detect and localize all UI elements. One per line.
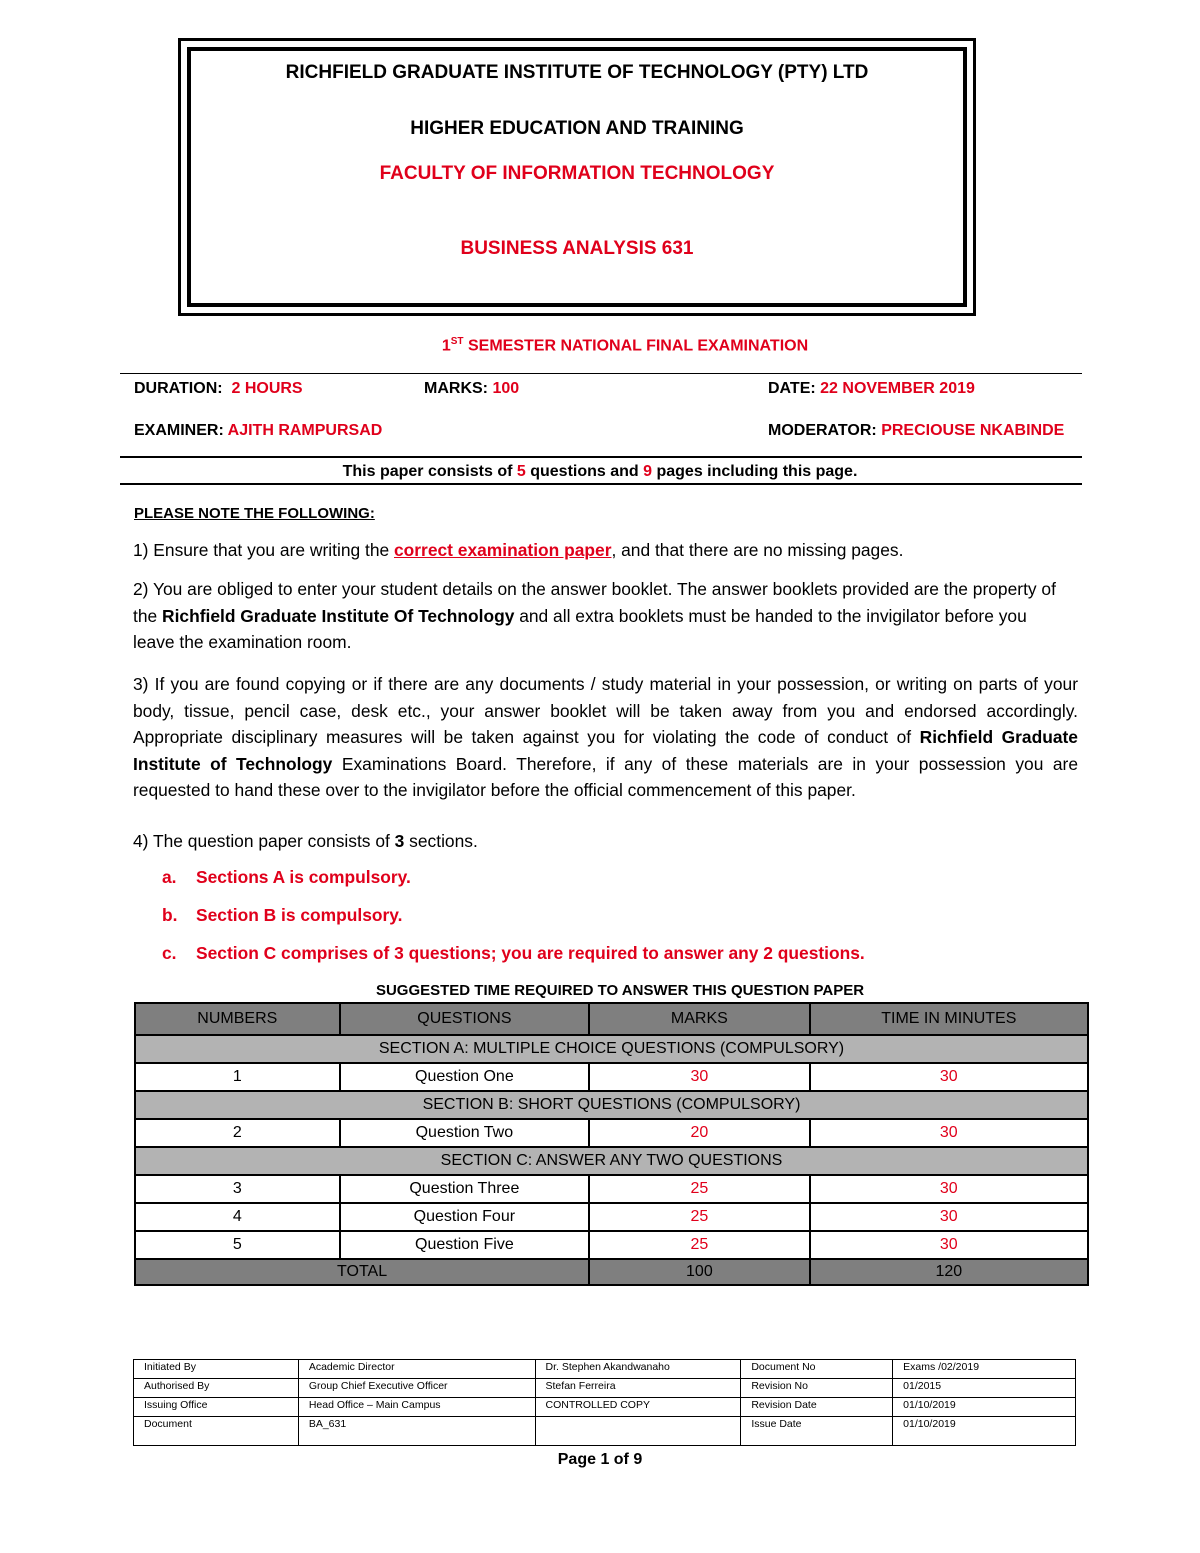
examiner [134,422,382,440]
row-time: 30 [810,1119,1088,1147]
row-time: 30 [810,1203,1088,1231]
questions-count: 5 [516,463,526,480]
header-numbers: NUMBERS [135,1003,340,1035]
footer-cell: Head Office – Main Campus [298,1398,535,1417]
footer-cell: Dr. Stephen Akandwanaho [535,1360,741,1379]
consists-text-a: This paper consists of [342,463,517,480]
row-number: 3 [135,1175,340,1203]
note-4 [133,828,1078,855]
note-2-text-b: and all extra booklets must be handed to the invigilator before you leave the examination room. [133,605,1027,652]
footer-cell: Stefan Ferreira [535,1379,741,1398]
page-number: Page 1 of 9 [557,1451,643,1468]
row-time: 30 [810,1231,1088,1259]
examiner-label: EXAMINER: [134,422,224,439]
time-table-header-row [135,1003,1088,1035]
institution-name: RICHFIELD GRADUATE INSTITUTE OF TECHNOLOGY (PTY) LTD [285,62,869,83]
sub-item-b-letter: b. [162,905,178,925]
footer-cell: Document No [741,1360,893,1379]
row-question: Question Two [340,1119,590,1147]
examiner-value: AJITH RAMPURSAD [227,422,383,439]
header-marks: MARKS [589,1003,809,1035]
sub-item-a-letter: a. [162,867,177,887]
footer-row [134,1379,1076,1398]
date [768,380,975,398]
section-b-row [135,1091,1088,1119]
notes-heading: PLEASE NOTE THE FOLLOWING: [134,505,375,522]
sub-item-a-text: Sections A is compulsory. [196,867,411,887]
total-time: 120 [810,1259,1088,1285]
total-marks: 100 [589,1259,809,1285]
header-time: TIME IN MINUTES [810,1003,1088,1035]
exam-title-prefix: 1 [441,337,451,355]
footer-row [134,1398,1076,1417]
table-row [135,1119,1088,1147]
section-b-label: SECTION B: SHORT QUESTIONS (COMPULSORY) [135,1091,1088,1119]
row-number: 5 [135,1231,340,1259]
note-3-text-a: 3) If you are found copying or if there are any documents / study material in your possession, or writing on parts of your body, tissue, pencil case, desk etc., your answer booklet will be taken away from you and endorsed accordingly. Appropriate disciplinary measures will be taken against you for violating the code of conduct of [133,674,1078,747]
divider-mid [120,456,1082,458]
divider-bottom [120,483,1082,485]
footer-cell: Initiated By [134,1360,299,1379]
pages-count: 9 [643,463,653,480]
duration [134,380,303,398]
note-2 [133,576,1073,656]
row-marks: 20 [589,1119,809,1147]
divider-top [120,373,1082,374]
document-control-table [133,1359,1076,1446]
footer-cell: 01/10/2019 [893,1398,1076,1417]
note-3-institution: Richfield Graduate Institute of Technology [133,727,1078,774]
table-row [135,1175,1088,1203]
footer-row [134,1360,1076,1379]
footer-cell: Issuing Office [134,1398,299,1417]
course-title: BUSINESS ANALYSIS 631 [460,238,694,259]
row-question: Question Three [340,1175,590,1203]
footer-cell: Exams /02/2019 [893,1360,1076,1379]
exam-title-rest: SEMESTER NATIONAL FINAL EXAMINATION [463,337,809,355]
row-question: Question One [340,1063,590,1091]
sub-item-c [162,943,865,964]
section-c-label: SECTION C: ANSWER ANY TWO QUESTIONS [135,1147,1088,1175]
table-row [135,1203,1088,1231]
footer-cell: Revision Date [741,1398,893,1417]
note-2-text-a: 2) You are obliged to enter your student details on the answer booklet. The answer booklets provided are the property of the [133,579,1056,626]
total-label: TOTAL [135,1259,589,1285]
faculty-name: FACULTY OF INFORMATION TECHNOLOGY [379,163,775,184]
duration-value: 2 HOURS [231,380,303,397]
marks-label: MARKS: [424,380,488,397]
sub-item-c-letter: c. [162,943,177,963]
row-question: Question Four [340,1203,590,1231]
correct-paper-emphasis: correct examination paper [394,540,612,560]
duration-label: DURATION: [134,380,223,397]
footer-cell [535,1417,741,1446]
sub-item-a [162,867,411,888]
row-number: 4 [135,1203,340,1231]
moderator [768,422,1064,440]
footer-cell: 01/2015 [893,1379,1076,1398]
row-time: 30 [810,1063,1088,1091]
exam-title-sup: ST [450,336,464,347]
note-1 [133,537,1078,564]
footer-cell: Group Chief Executive Officer [298,1379,535,1398]
consists-text-b: questions and [525,463,644,480]
footer-cell: Authorised By [134,1379,299,1398]
marks [424,380,519,398]
moderator-label: MODERATOR: [768,422,877,439]
time-table [134,1002,1089,1286]
exam-title [0,336,1200,355]
footer-cell: CONTROLLED COPY [535,1398,741,1417]
footer-cell: BA_631 [298,1417,535,1446]
footer-cell: Document [134,1417,299,1446]
marks-value: 100 [492,380,520,397]
date-label: DATE: [768,380,816,397]
footer-cell: Academic Director [298,1360,535,1379]
note-4-sections-count: 3 [394,831,405,851]
date-value: 22 NOVEMBER 2019 [820,380,975,397]
sub-item-c-text: Section C comprises of 3 questions; you are required to answer any 2 questions. [196,943,865,963]
row-time: 30 [810,1175,1088,1203]
moderator-value: PRECIOUSE NKABINDE [881,422,1065,439]
note-4-text-b: sections. [404,831,478,851]
note-4-text-a: 4) The question paper consists of [133,831,395,851]
sub-item-b [162,905,402,926]
header-questions: QUESTIONS [340,1003,590,1035]
row-marks: 25 [589,1175,809,1203]
table-row [135,1231,1088,1259]
footer-cell: 01/10/2019 [893,1417,1076,1446]
paper-consists [0,463,1200,481]
time-table-caption: SUGGESTED TIME REQUIRED TO ANSWER THIS QUESTION PAPER [375,982,865,999]
note-3-text-b: Examinations Board. Therefore, if any of these materials are in your possession you are requested to hand these over to the invigilator before the official commencement of this paper. [133,753,1079,800]
row-number: 2 [135,1119,340,1147]
row-question: Question Five [340,1231,590,1259]
total-row [135,1259,1088,1285]
section-c-row [135,1147,1088,1175]
table-row [135,1063,1088,1091]
footer-cell: Issue Date [741,1417,893,1446]
note-1-text-b: , and that there are no missing pages. [611,540,904,560]
section-a-label: SECTION A: MULTIPLE CHOICE QUESTIONS (COMPULSORY) [135,1035,1088,1063]
footer-row [134,1417,1076,1446]
header-box [178,38,976,316]
row-marks: 25 [589,1203,809,1231]
section-a-row [135,1035,1088,1063]
note-2-institution: Richfield Graduate Institute Of Technology [162,605,515,626]
sub-item-b-text: Section B is compulsory. [196,905,403,925]
row-marks: 30 [589,1063,809,1091]
row-marks: 25 [589,1231,809,1259]
note-1-text-a: 1) Ensure that you are writing the [133,540,394,560]
department-name: HIGHER EDUCATION AND TRAINING [410,118,744,139]
note-3 [133,671,1078,804]
consists-text-c: pages including this page. [652,463,858,480]
footer-cell: Revision No [741,1379,893,1398]
row-number: 1 [135,1063,340,1091]
